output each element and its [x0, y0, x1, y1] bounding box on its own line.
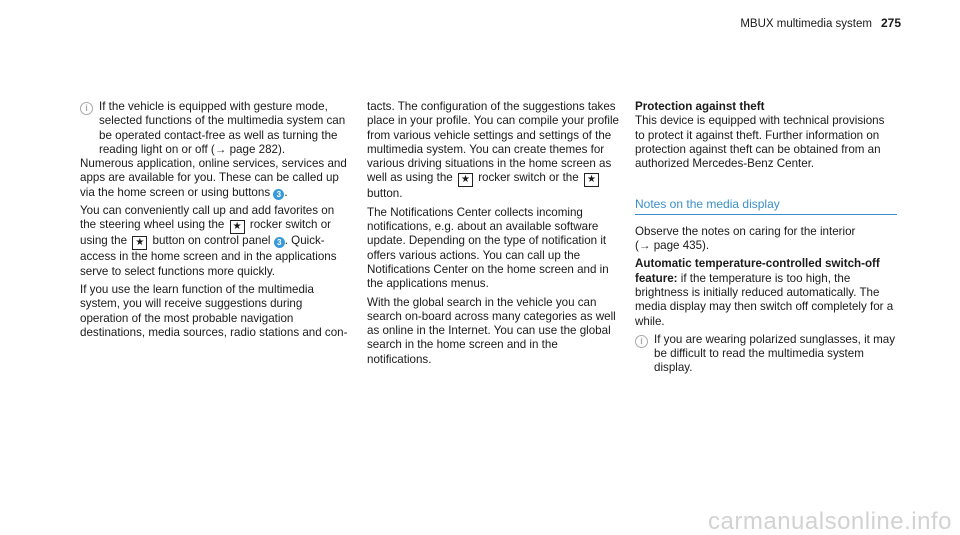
paragraph-favorites: You can conveniently call up and add favorites on the steering wheel using the ★ rocker switch or using the ★ button on control panel 3 . Quick-access in the home screen and in the applications serve to select functions more quickly.: [80, 204, 337, 278]
star-key-icon: ★: [230, 220, 245, 234]
column-3: [635, 100, 897, 376]
paragraph-notifications: The Notifications Center collects incoming notifications, e.g. about an available software update. Depending on the type of notification it offers various actions. You can call up the Notifications Center on the home screen and in the applications menus.: [367, 205, 609, 291]
star-key-icon: ★: [584, 173, 599, 187]
page-link[interactable]: → page 435: [638, 239, 703, 253]
button-badge-3: 3: [273, 189, 284, 200]
sunglasses-note: i If you are wearing polarized sunglasses, it may be difficult to read the multimedia system display.: [635, 333, 897, 376]
page-header: [740, 16, 901, 31]
theft-text: This device is equipped with technical provisions to protect it against theft. Further information on protection against theft can be obtained from an authorized Mercedes-Benz Center.: [635, 114, 885, 171]
page-number: 275: [880, 16, 901, 30]
star-key-icon: ★: [458, 173, 473, 187]
paragraph-apps: Numerous application, online services, services and apps are available for you. These can be called up via the home screen or using buttons 3 .: [80, 157, 347, 199]
button-badge-3: 3: [274, 237, 285, 248]
star-key-icon: ★: [132, 236, 147, 250]
column-2: [367, 100, 625, 371]
section-name: MBUX multimedia system: [740, 18, 872, 30]
paragraph-search: With the global search in the vehicle you can search on-board across many categories as well as online in the Internet. You can use the global search in the home screen and in the notifications.: [367, 295, 616, 366]
paragraph-profile: tacts. The configuration of the suggestions takes place in your profile. You can compile your profile from various vehicle settings and settings of the multimedia system. You can create themes for various driving situations in the home screen as well as using the ★ rocker switch or the ★ button.: [367, 100, 619, 201]
paragraph-observe: Observe the notes on caring for the interior (→ page 435).: [635, 224, 856, 253]
media-display-heading: Notes on the media display: [635, 197, 897, 214]
column-1: [80, 100, 352, 344]
watermark: carmanualsonline.info: [708, 507, 952, 535]
info-icon: i: [635, 335, 648, 348]
info-icon: i: [80, 102, 93, 115]
page-link[interactable]: → page 282: [214, 142, 278, 156]
paragraph-learn: If you use the learn function of the multimedia system, you will receive suggestions during operation of the most probable navigation destinations, media sources, radio stations and con-: [80, 282, 348, 339]
gesture-note: i If the vehicle is equipped with gesture mode, selected functions of the multimedia system can be operated contact-free as well as turning the reading light on or off (→ page 282).: [80, 100, 352, 157]
paragraph-auto-switch-off: Automatic temperature-controlled switch-off feature: if the temperature is too high, the brightness is initially reduced automatically. The media display may then switch off completely for a while.: [635, 257, 894, 328]
theft-heading: Protection against theft: [635, 100, 765, 113]
auto-switch-off-label: Automatic temperature-controlled switch-off feature:: [635, 257, 880, 285]
